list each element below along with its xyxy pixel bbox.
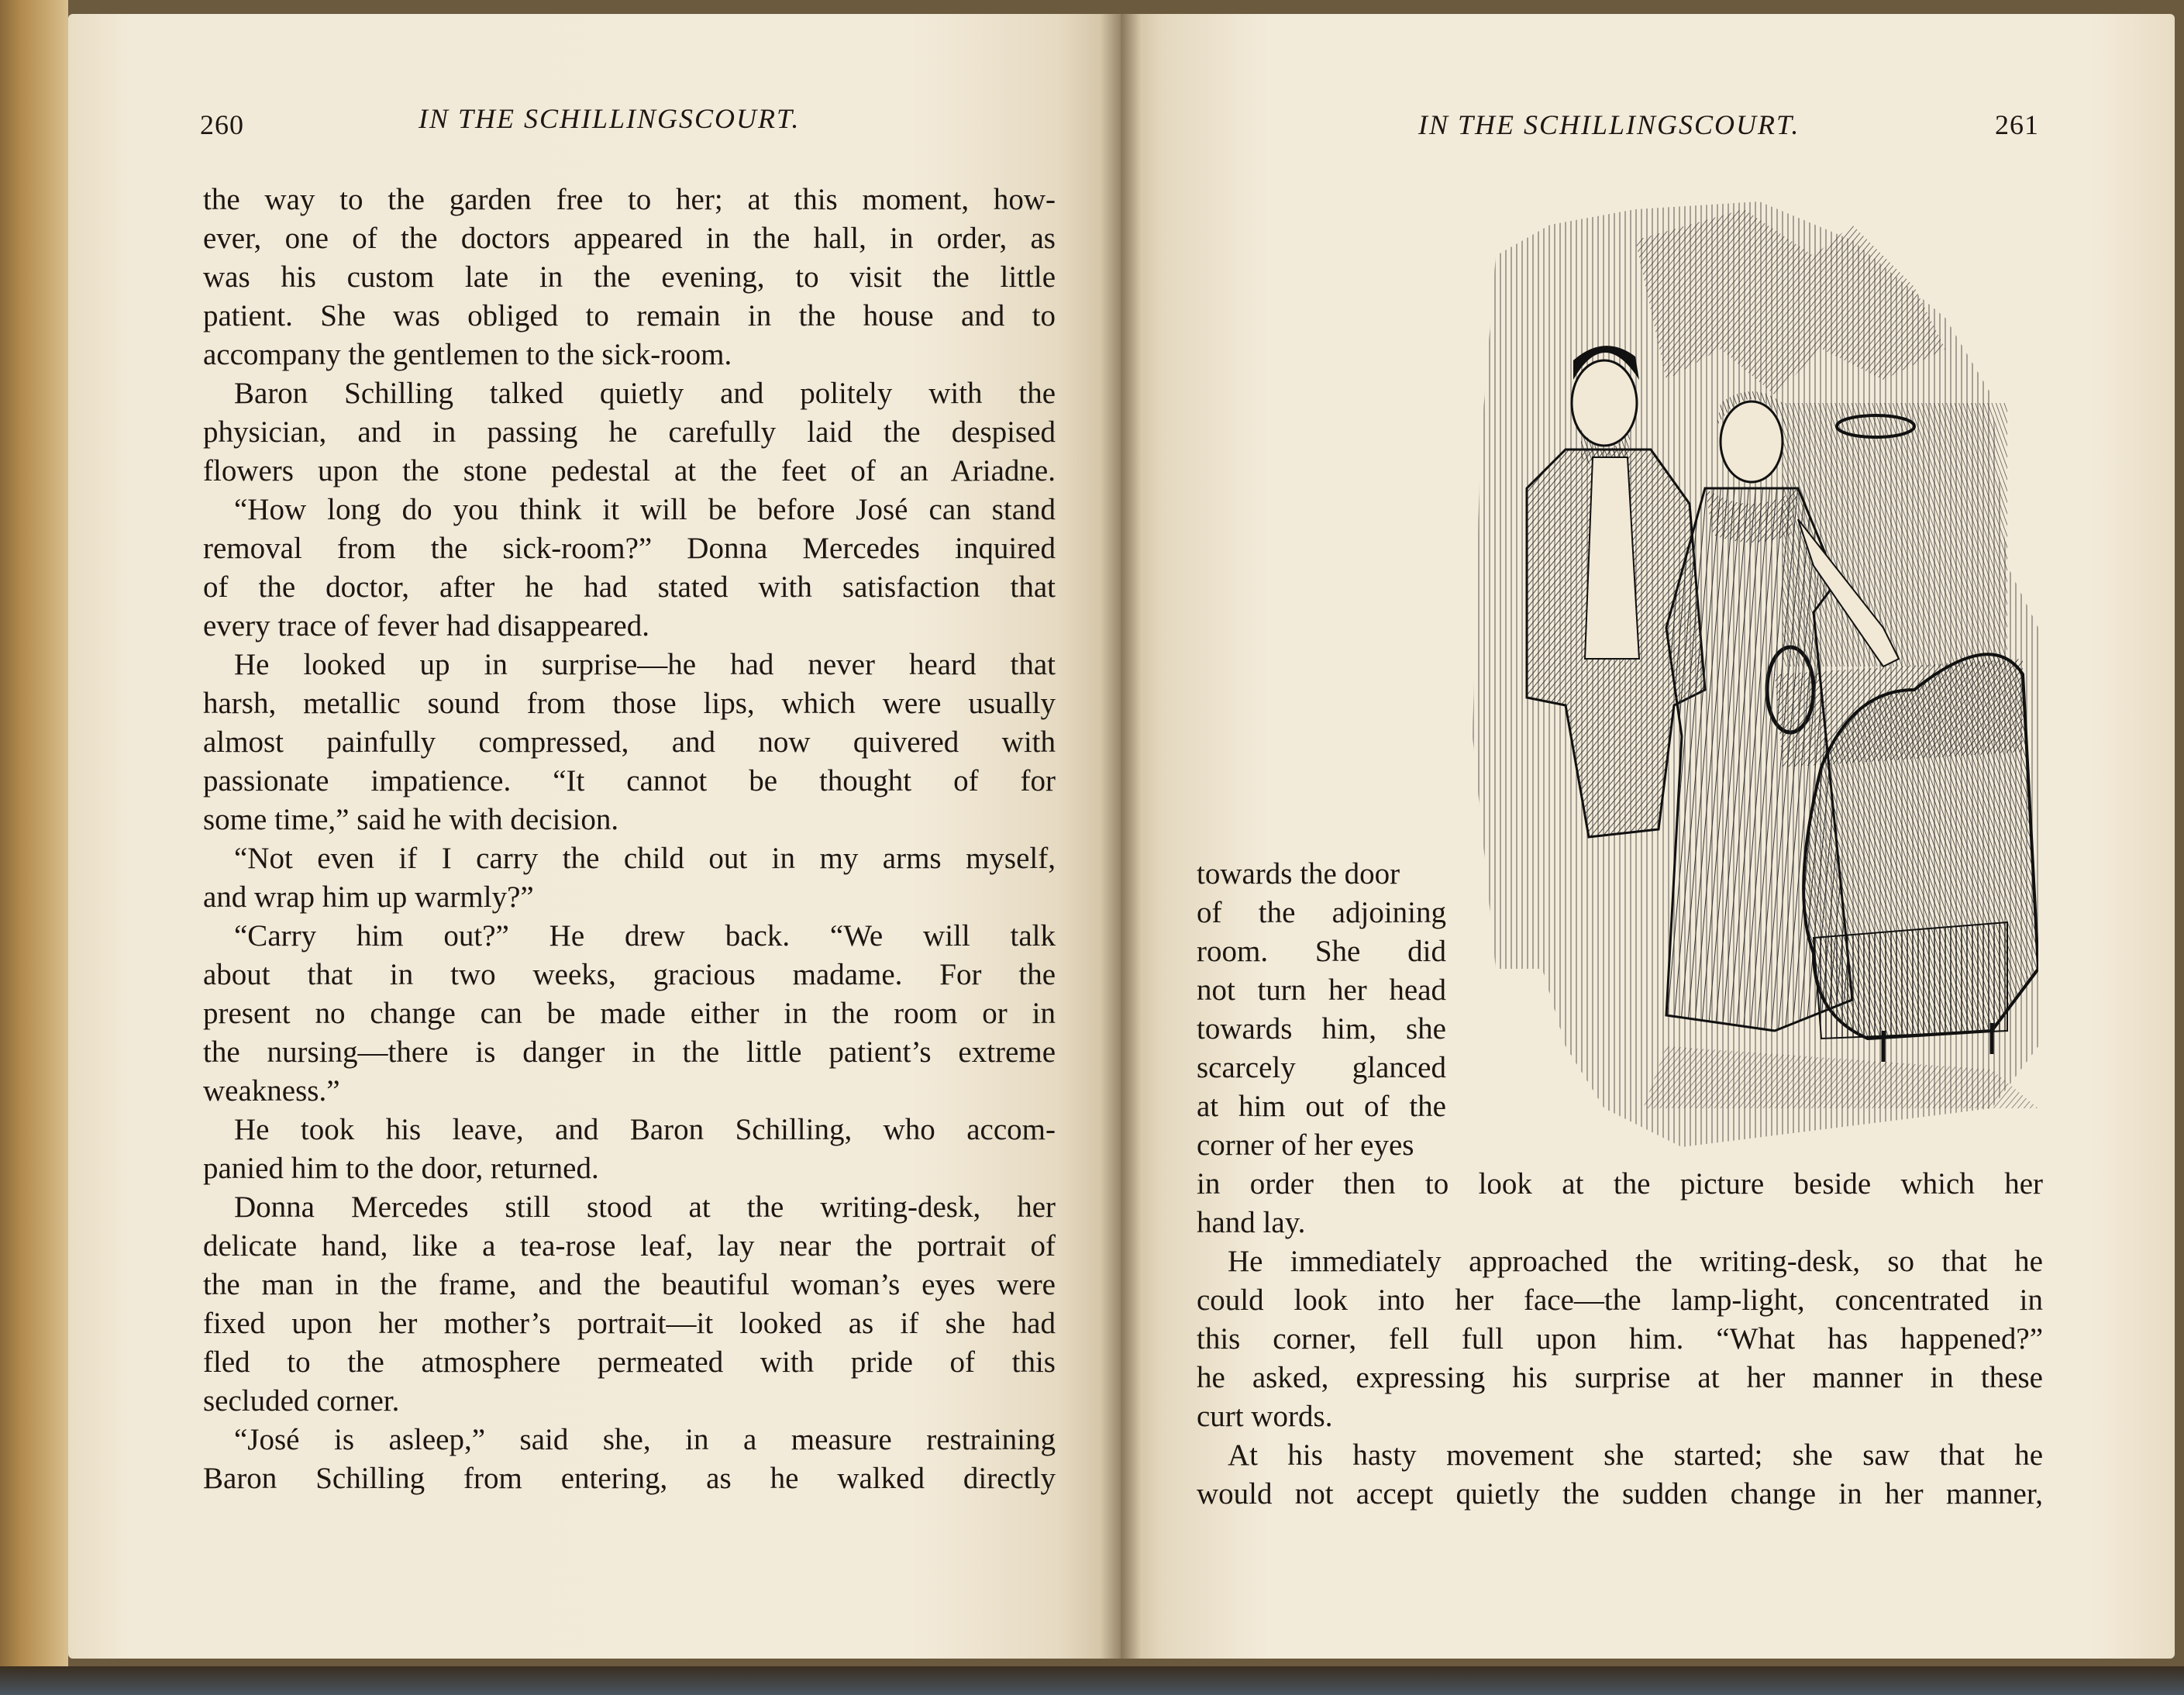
text-line: towards him, she bbox=[1197, 1012, 1446, 1046]
text-line: Donna Mercedes still stood at the writing-desk, her bbox=[234, 1190, 1056, 1224]
text-line: “How long do you think it will be before José can stand bbox=[234, 493, 1056, 526]
text-line: could look into her face—the lamp-light, concentrated in bbox=[1197, 1283, 2043, 1317]
text-line: scarcely glanced bbox=[1197, 1051, 1446, 1084]
background-strip bbox=[0, 1666, 2184, 1695]
text-line: Baron Schilling talked quietly and politely with the bbox=[234, 377, 1056, 410]
book-gutter bbox=[1101, 14, 1141, 1659]
text-line: curt words. bbox=[1197, 1400, 1333, 1433]
text-line: weakness.” bbox=[203, 1074, 340, 1108]
text-line: hand lay. bbox=[1197, 1206, 1306, 1239]
text-line: room. She did bbox=[1197, 935, 1446, 968]
right-page-number: 261 bbox=[1995, 109, 2039, 140]
left-body-text bbox=[203, 181, 1056, 1498]
text-line: He took his leave, and Baron Schilling, who accom- bbox=[234, 1113, 1056, 1146]
right-running-head: IN THE SCHILLINGSCOURT. bbox=[1418, 109, 1800, 140]
armchair-fringe bbox=[1814, 922, 2007, 1039]
text-line: panied him to the door, returned. bbox=[203, 1152, 599, 1185]
text-line: He looked up in surprise—he had never heard that bbox=[234, 648, 1056, 681]
text-line: of the adjoining bbox=[1197, 896, 1446, 929]
text-line: “José is asleep,” said she, in a measure restraining bbox=[234, 1423, 1056, 1456]
text-line: patient. She was obliged to remain in the house and to bbox=[203, 299, 1056, 332]
engraving-illustration bbox=[1449, 194, 2038, 1147]
left-running-head: IN THE SCHILLINGSCOURT. bbox=[419, 103, 801, 134]
text-line: He immediately approached the writing-desk, so that he bbox=[1228, 1245, 2043, 1278]
text-line: ever, one of the doctors appeared in the hall, in order, as bbox=[203, 222, 1056, 255]
text-line: secluded corner. bbox=[203, 1384, 400, 1418]
text-line: the man in the frame, and the beautiful woman’s eyes were bbox=[203, 1268, 1056, 1301]
woman-head bbox=[1721, 401, 1783, 482]
text-line: towards the door bbox=[1197, 857, 1400, 891]
text-line: At his hasty movement she started; she saw that he bbox=[1228, 1438, 2043, 1472]
text-line: about that in two weeks, gracious madame. For the bbox=[203, 958, 1056, 991]
text-line: removal from the sick-room?” Donna Mercedes inquired bbox=[203, 532, 1056, 565]
text-line: passionate impatience. “It cannot be thought of for bbox=[203, 764, 1056, 798]
text-line: present no change can be made either in the room or in bbox=[203, 997, 1056, 1030]
text-line: every trace of fever had disappeared. bbox=[203, 609, 649, 643]
text-line: not turn her head bbox=[1197, 973, 1446, 1007]
text-line: the nursing—there is danger in the little patient’s extreme bbox=[203, 1035, 1056, 1069]
text-line: was his custom late in the evening, to visit the little bbox=[203, 260, 1056, 294]
engraving-svg bbox=[1449, 194, 2038, 1147]
text-line: Baron Schilling from entering, as he walked directly bbox=[203, 1462, 1056, 1495]
text-line: of the doctor, after he had stated with satisfaction that bbox=[203, 570, 1056, 604]
text-line: fled to the atmosphere permeated with pride of this bbox=[203, 1345, 1056, 1379]
text-line: in order then to look at the picture beside which her bbox=[1197, 1167, 2043, 1201]
text-line: accompany the gentlemen to the sick-room. bbox=[203, 338, 732, 371]
text-line: physician, and in passing he carefully laid the despised bbox=[203, 415, 1056, 449]
text-line: delicate hand, like a tea-rose leaf, lay near the portrait of bbox=[203, 1229, 1056, 1263]
left-page-number: 260 bbox=[200, 109, 244, 140]
right-wrap-text bbox=[1197, 855, 1446, 1165]
text-line: fixed upon her mother’s portrait—it looked as if she had bbox=[203, 1307, 1056, 1340]
text-line: would not accept quietly the sudden change in her manner, bbox=[1197, 1477, 2043, 1511]
right-body-text bbox=[1197, 1165, 2043, 1514]
book-cover-edge bbox=[0, 0, 68, 1674]
text-line: and wrap him up warmly?” bbox=[203, 880, 534, 914]
text-line: this corner, fell full upon him. “What has happened?” bbox=[1197, 1322, 2043, 1356]
text-line: almost painfully compressed, and now quivered with bbox=[203, 725, 1056, 759]
text-line: corner of her eyes bbox=[1197, 1128, 1414, 1162]
text-line: he asked, expressing his surprise at her manner in these bbox=[1197, 1361, 2043, 1394]
text-line: “Not even if I carry the child out in my arms myself, bbox=[234, 842, 1056, 875]
text-line: harsh, metallic sound from those lips, which were usually bbox=[203, 687, 1056, 720]
text-line: the way to the garden free to her; at this moment, how- bbox=[203, 183, 1056, 216]
text-line: at him out of the bbox=[1197, 1090, 1446, 1123]
text-line: “Carry him out?” He drew back. “We will talk bbox=[234, 919, 1056, 953]
text-line: flowers upon the stone pedestal at the feet of an Ariadne. bbox=[203, 454, 1056, 487]
text-line: some time,” said he with decision. bbox=[203, 803, 619, 836]
